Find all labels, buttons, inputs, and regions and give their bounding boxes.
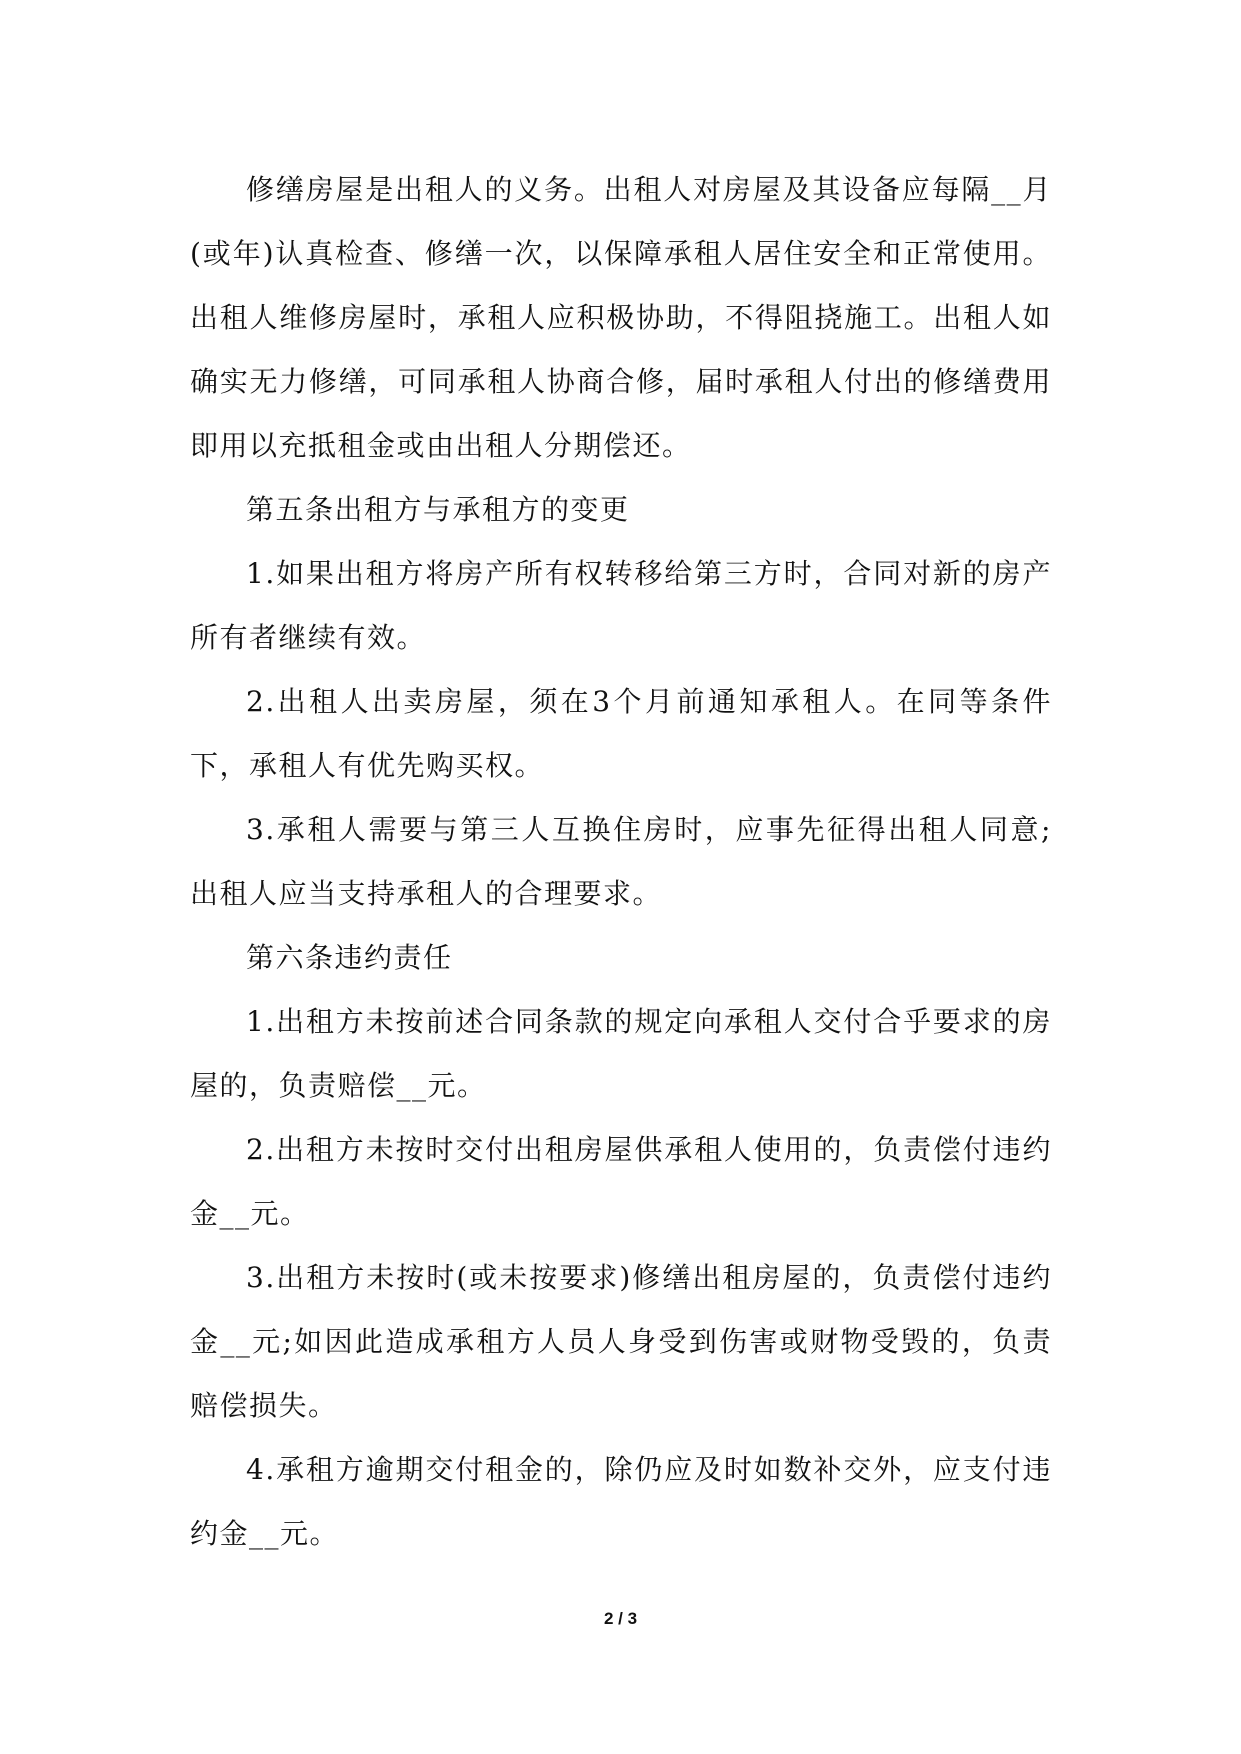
paragraph-6-4: 4.承租方逾期交付租金的，除仍应及时如数补交外，应支付违约金__元。 <box>190 1453 1052 1550</box>
document-body <box>190 158 1052 1566</box>
paragraph-6-1: 1.出租方未按前述合同条款的规定向承租人交付合乎要求的房屋的，负责赔偿__元。 <box>190 1005 1052 1102</box>
paragraph-6-2: 2.出租方未按时交付出租房屋供承租人使用的，负责偿付违约金__元。 <box>190 1133 1052 1230</box>
paragraph-5-3: 3.承租人需要与第三人互换住房时，应事先征得出租人同意;出租人应当支持承租人的合理要求。 <box>190 813 1052 910</box>
paragraph-6-3: 3.出租方未按时(或未按要求)修缮出租房屋的，负责偿付违约金__元;如因此造成承租方人员人身受到伤害或财物受毁的，负责赔偿损失。 <box>190 1261 1052 1422</box>
page-number: 2 / 3 <box>603 1609 638 1628</box>
paragraph-5-1: 1.如果出租方将房产所有权转移给第三方时，合同对新的房产所有者继续有效。 <box>190 557 1052 654</box>
heading-article-6: 第六条违约责任 <box>246 941 453 974</box>
paragraph-repair-obligation: 修缮房屋是出租人的义务。出租人对房屋及其设备应每隔__月(或年)认真检查、修缮一次，以保障承租人居住安全和正常使用。出租人维修房屋时，承租人应积极协助，不得阻挠施工。出租人如确实无力修缮，可同承租人协商合修，届时承租人付出的修缮费用即用以充抵租金或由出租人分期偿还。 <box>190 173 1052 462</box>
heading-article-5: 第五条出租方与承租方的变更 <box>246 493 630 526</box>
paragraph-5-2: 2.出租人出卖房屋，须在3个月前通知承租人。在同等条件下，承租人有优先购买权。 <box>190 685 1052 782</box>
